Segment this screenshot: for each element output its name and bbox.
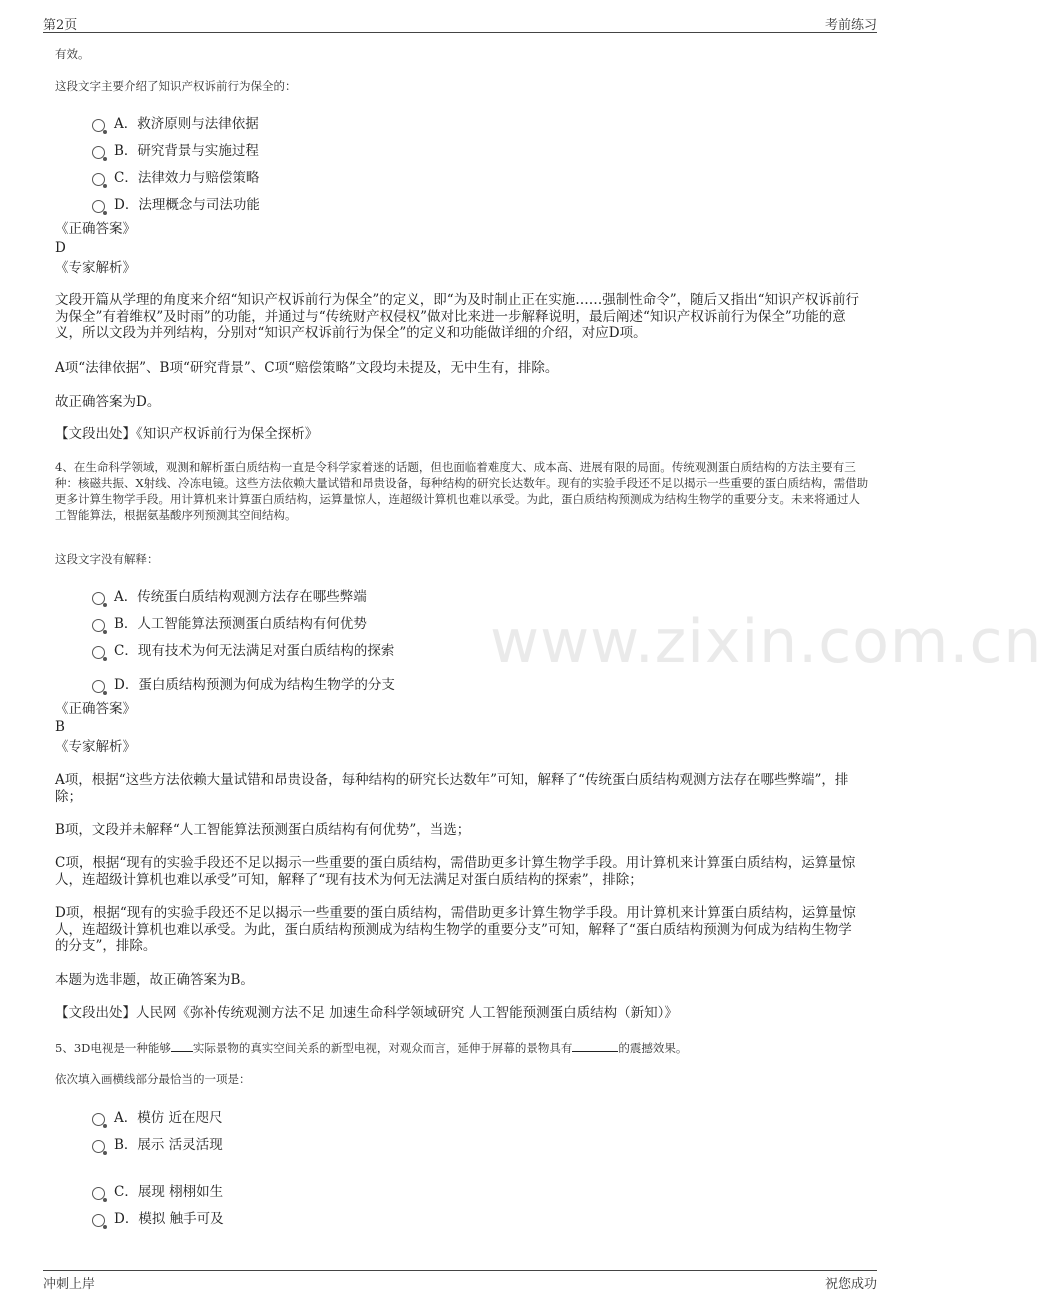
q3-analysis-label: 《专家解析》 — [55, 260, 136, 276]
q4-analysis-para-c: C项，根据“现有的实验手段还不足以揭示一些重要的蛋白质结构，需借助更多计算生物学手段。用计算机来计算蛋白质结构，运算量惊人，连超级计算机也难以承受”可知，解释了“现有技术为何无法满足对蛋白质结构的探索”，排除； — [55, 855, 856, 888]
q4-analysis-para-a: A项，根据“这些方法依赖大量试错和昂贵设备，每种结构的研究长达数年”可知，解释了“传统蛋白质结构观测方法存在哪些弊端”，排除； — [55, 772, 849, 805]
q4-option-d[interactable]: D．蛋白质结构预测为何成为结构生物学的分支 — [92, 673, 395, 691]
q5-blank-2 — [572, 1039, 618, 1052]
page-number: 第2页 — [43, 18, 78, 33]
radio-icon[interactable] — [92, 1214, 105, 1227]
q5-option-d[interactable]: D．模拟 触手可及 — [92, 1207, 224, 1225]
q3-option-c[interactable]: C．法律效力与赔偿策略 — [92, 166, 259, 184]
radio-icon[interactable] — [92, 592, 105, 605]
q4-option-b[interactable]: B．人工智能算法预测蛋白质结构有何优势 — [92, 612, 367, 630]
q5-blank-1 — [171, 1039, 193, 1052]
q3-analysis-para-1: 文段开篇从学理的角度来介绍“知识产权诉前行为保全”的定义，即“为及时制止正在实施……强制性命令”，随后又指出“知识产权诉前行为保全”有着维权”及时雨”的功能，并通过与“传统财产权侵权”做对比来进一步解释说明，最后阐述“知识产权诉前行为保全”功能的意义，所以文段为并列结构，分别对“知识产权诉前行为保全”的定义和功能做详细的介绍，对应D项。 — [55, 292, 860, 341]
header-title: 考前练习 — [824, 18, 877, 33]
footer-right-text: 祝您成功 — [824, 1277, 877, 1292]
radio-icon[interactable] — [92, 173, 105, 186]
q4-analysis-label: 《专家解析》 — [55, 739, 136, 755]
radio-icon[interactable] — [92, 646, 105, 659]
q5-stem: 5、3D电视是一种能够 实际景物的真实空间关系的新型电视，对观众而言，延伸于屏幕的景物具有 的震撼效果。 — [55, 1041, 688, 1055]
q4-prompt: 这段文字没有解释： — [55, 552, 159, 566]
radio-icon[interactable] — [92, 119, 105, 132]
q4-option-a[interactable]: A．传统蛋白质结构观测方法存在哪些弊端 — [92, 585, 367, 603]
radio-icon[interactable] — [92, 619, 105, 632]
radio-icon[interactable] — [92, 1140, 105, 1153]
radio-icon[interactable] — [92, 1113, 105, 1126]
q3-answer-label: 《正确答案》 — [55, 221, 136, 237]
radio-icon[interactable] — [92, 1187, 105, 1200]
q3-answer: D — [55, 240, 66, 256]
q4-analysis-para-b: B项，文段并未解释“人工智能算法预测蛋白质结构有何优势”，当选； — [55, 822, 471, 838]
q3-stem-tail: 有效。 — [55, 47, 90, 61]
q4-stem: 4、在生命科学领域，观测和解析蛋白质结构一直是令科学家着迷的话题，但也面临着难度大、成本高、进展有限的局面。传统观测蛋白质结构的方法主要有三种：核磁共振、X射线、冷冻电镜。这些方法依赖大量试错和昂贵设备，每种结构的研究长达数年。现有的实验手段还不足以揭示一些重要的蛋白质结构，需借助更多计算生物学手段。用计算机来计算蛋白质结构，运算量惊人，连超级计算机也难以承受。为此，蛋白质结构预测成为结构生物学的重要分支。未来将通过人工智能算法，根据氨基酸序列预测其空间结构。 — [55, 460, 869, 522]
q4-analysis-para-d: D项，根据“现有的实验手段还不足以揭示一些重要的蛋白质结构，需借助更多计算生物学手段。用计算机来计算蛋白质结构，运算量惊人，连超级计算机也难以承受。为此，蛋白质结构预测成为结构生物学的重要分支”可知，解释了“蛋白质结构预测为何成为结构生物学的分支”，排除。 — [55, 905, 856, 954]
q3-analysis-para-2: A项“法律依据”、B项“研究背景”、C项“赔偿策略”文段均未提及，无中生有，排除。 — [55, 360, 559, 376]
radio-icon[interactable] — [92, 200, 105, 213]
footer-left-text: 冲刺上岸 — [43, 1277, 96, 1292]
radio-icon[interactable] — [92, 146, 105, 159]
q3-source: 【文段出处】《知识产权诉前行为保全探析》 — [55, 426, 319, 442]
q4-option-c[interactable]: C．现有技术为何无法满足对蛋白质结构的探索 — [92, 639, 394, 657]
q4-analysis-conclusion: 本题为选非题，故正确答案为B。 — [55, 972, 254, 988]
q5-option-b[interactable]: B．展示 活灵活现 — [92, 1133, 223, 1151]
q4-answer-label: 《正确答案》 — [55, 701, 136, 717]
watermark: www.zixin.com.cn — [490, 607, 1042, 677]
q3-option-b[interactable]: B．研究背景与实施过程 — [92, 139, 259, 157]
q5-option-c[interactable]: C．展现 栩栩如生 — [92, 1180, 223, 1198]
q3-analysis-para-3: 故正确答案为D。 — [55, 394, 161, 410]
q3-prompt: 这段文字主要介绍了知识产权诉前行为保全的： — [55, 79, 297, 93]
q4-source: 【文段出处】人民网《弥补传统观测方法不足 加速生命科学领域研究 人工智能预测蛋白质结构（新知）》 — [55, 1005, 678, 1021]
q5-option-a[interactable]: A．模仿 近在咫尺 — [92, 1106, 223, 1124]
q4-answer: B — [55, 719, 65, 735]
q3-option-a[interactable]: A．救济原则与法律依据 — [92, 112, 259, 130]
radio-icon[interactable] — [92, 680, 105, 693]
page-footer — [43, 1270, 877, 1293]
q3-option-d[interactable]: D．法理概念与司法功能 — [92, 193, 260, 211]
page-header — [43, 12, 877, 33]
q5-prompt: 依次填入画横线部分最恰当的一项是： — [55, 1072, 251, 1086]
